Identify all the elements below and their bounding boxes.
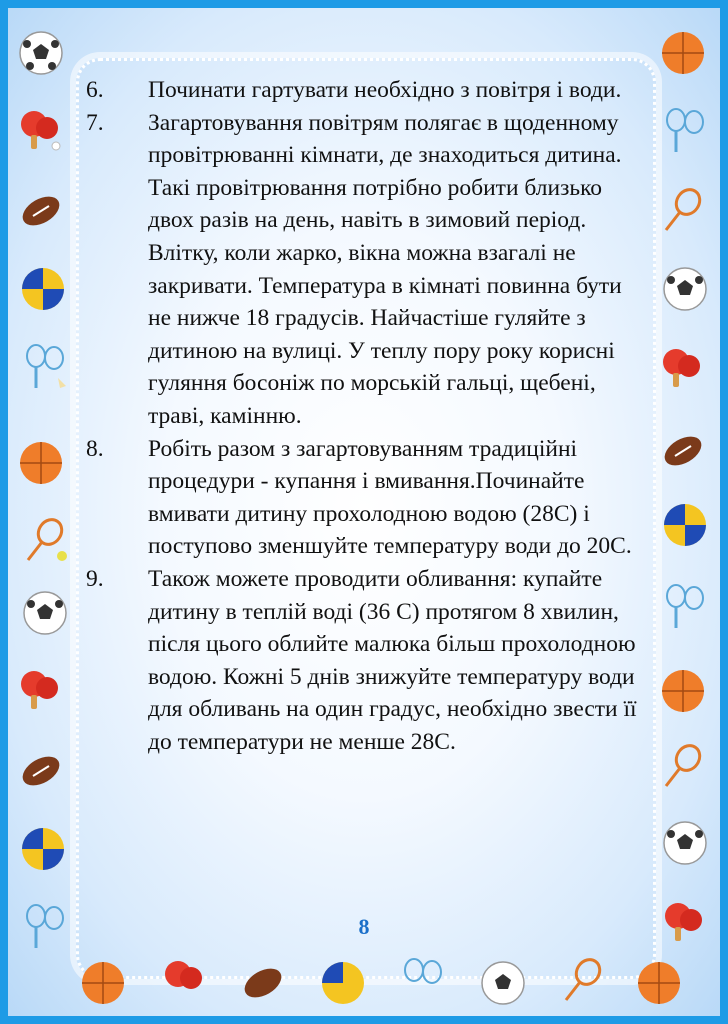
list-item [86,563,646,759]
volleyball-icon [20,266,66,312]
basketball-icon [80,960,126,1006]
item-text: Також можете проводити обливання: купайте дитину в теплій воді (36 С) протягом 8 хвилин, після цього облийте малюка більш прохолодною водою. Кожні 5 днів знижуйте температуру води для обливань на один градус, необхідно звести її до температури не менше 28С. [148,565,637,755]
volleyball-icon [662,502,708,548]
american-football-icon [240,960,286,1006]
ping-pong-paddles-icon [658,346,704,392]
tennis-racket-icon [22,518,68,564]
list-item [86,107,646,433]
ping-pong-paddles-icon [16,668,62,714]
volleyball-icon [320,960,366,1006]
volleyball-icon [20,826,66,872]
badminton-rackets-icon [662,584,708,630]
item-text: Починати гартувати необхідно з повітря і води. [148,77,622,103]
american-football-icon [18,188,64,234]
basketball-icon [660,668,706,714]
page [8,8,720,1016]
badminton-rackets-icon [22,344,68,390]
soccer-ball-icon [480,960,526,1006]
soccer-ball-icon [18,30,64,76]
item-text: Робіть разом з загартовуванням традиційні процедури - купання і вмивання.Починайте вмивати дитину прохолодною водою (28С) і поступово зменшуйте температуру води до 20С. [148,435,632,560]
list-item [86,74,646,107]
basketball-icon [636,960,682,1006]
list-item [86,433,646,563]
basketball-icon [18,440,64,486]
item-number: 8. [86,435,104,462]
soccer-ball-icon [662,266,708,312]
item-number: 9. [86,565,104,592]
ping-pong-paddles-icon [160,958,206,1004]
tennis-racket-icon [660,744,706,790]
page-number: 8 [358,914,370,939]
badminton-rackets-icon [400,958,446,1004]
item-text: Загартовування повітрям полягає в щоденному провітрюванні кімнати, де знаходиться дитина. Такі провітрювання потрібно робити близько двох разів на день, навіть в зимовий період. Влітку, коли жарко, вікна можна взагалі не закривати. Температура в кімнаті повинна бути не нижче 18 градусів. Найчастіше гуляйте з дитиною на вулиці. У теплу пору року корисні гуляння босоніж по морській гальці, щебені, траві, камінню. [148,109,622,429]
basketball-icon [660,30,706,76]
tennis-racket-icon [660,188,706,234]
american-football-icon [18,748,64,794]
badminton-rackets-icon [662,108,708,154]
item-number: 6. [86,77,104,103]
ping-pong-paddles-icon [16,108,62,154]
content [86,74,646,758]
item-number: 7. [86,109,104,136]
soccer-ball-icon [662,820,708,866]
soccer-ball-icon [22,590,68,636]
tennis-racket-icon [560,958,606,1004]
american-football-icon [660,428,706,474]
